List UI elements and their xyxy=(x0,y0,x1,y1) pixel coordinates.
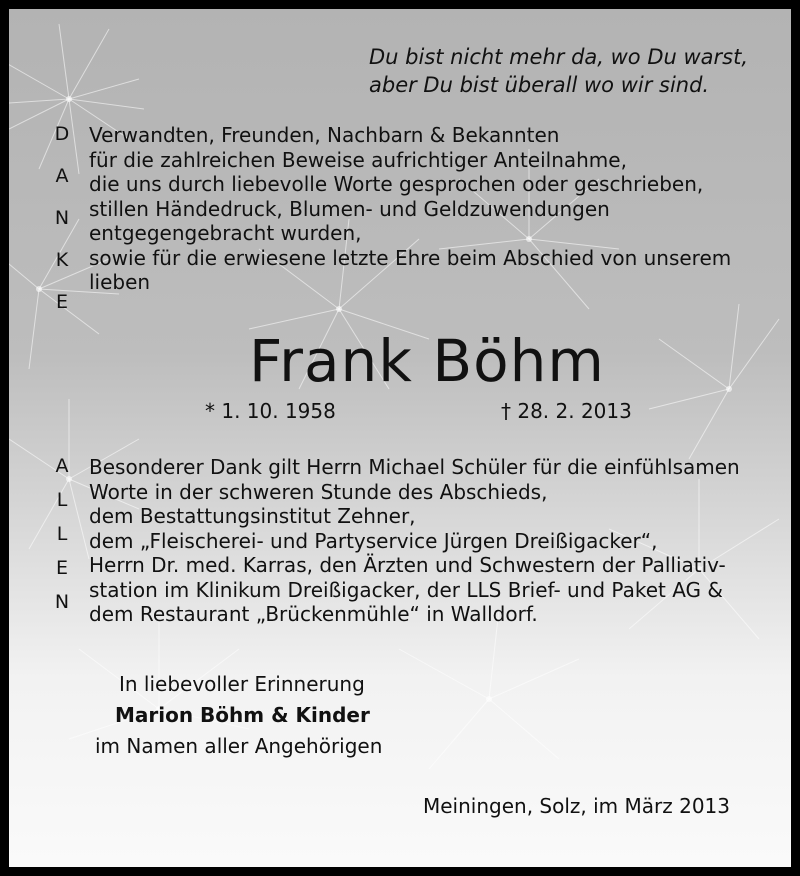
thanks-line: entgegengebracht wurden, xyxy=(89,221,362,245)
special-thanks-line: dem Restaurant „Brückenmühle“ in Walldorf. xyxy=(89,602,538,626)
special-thanks-line: dem Bestattungsinstitut Zehner, xyxy=(89,504,416,528)
vertical-letter-l: L xyxy=(56,489,68,511)
special-thanks-line: Besonderer Dank gilt Herrn Michael Schüler für die einfühlsamen xyxy=(89,455,740,479)
vertical-letter-d: D xyxy=(54,123,70,145)
special-thanks-line: Herrn Dr. med. Karras, den Ärzten und Schwestern der Palliativ- xyxy=(89,553,726,577)
motto-line-1: Du bist nicht mehr da, wo Du warst, xyxy=(369,45,749,69)
signature-outro: im Namen aller Angehörigen xyxy=(95,734,383,758)
signature-names: Marion Böhm & Kinder xyxy=(115,703,370,727)
thanks-line: für die zahlreichen Beweise aufrichtiger Anteilnahme, xyxy=(89,147,627,172)
vertical-letter-n: N xyxy=(54,207,70,229)
thanks-line: die uns durch liebevolle Worte gesprochen oder geschrieben, xyxy=(89,172,704,196)
thanks-line: lieben xyxy=(89,270,151,294)
thanks-line: sowie für die erwiesene letzte Ehre beim Abschied von unserem xyxy=(89,245,732,270)
special-thanks-line: dem „Fleischerei- und Partyservice Jürgen Dreißigacker“, xyxy=(89,528,658,553)
vertical-letter-n: N xyxy=(54,591,70,613)
deceased-name: Frank Böhm xyxy=(249,327,605,395)
vertical-letter-e: E xyxy=(55,557,68,579)
vertical-letter-a: A xyxy=(55,165,69,187)
vertical-letter-l: L xyxy=(56,523,68,545)
signature-intro: In liebevoller Erinnerung xyxy=(119,672,365,696)
thanks-line: Verwandten, Freunden, Nachbarn & Bekannten xyxy=(89,123,560,147)
thanks-line: stillen Händedruck, Blumen- und Geldzuwendungen xyxy=(89,196,610,221)
death-date: † 28. 2. 2013 xyxy=(501,399,632,423)
vertical-letter-e: E xyxy=(55,291,68,313)
special-thanks-line: station im Klinikum Dreißigacker, der LLS Brief- und Paket AG & xyxy=(89,577,724,602)
special-thanks-line: Worte in der schweren Stunde des Abschieds, xyxy=(89,479,548,504)
motto-line-2: aber Du bist überall wo wir sind. xyxy=(369,73,710,97)
vertical-letter-a: A xyxy=(55,455,69,477)
vertical-letter-k: K xyxy=(55,249,69,271)
place-date: Meiningen, Solz, im März 2013 xyxy=(423,794,731,818)
birth-date: * 1. 10. 1958 xyxy=(205,399,336,423)
